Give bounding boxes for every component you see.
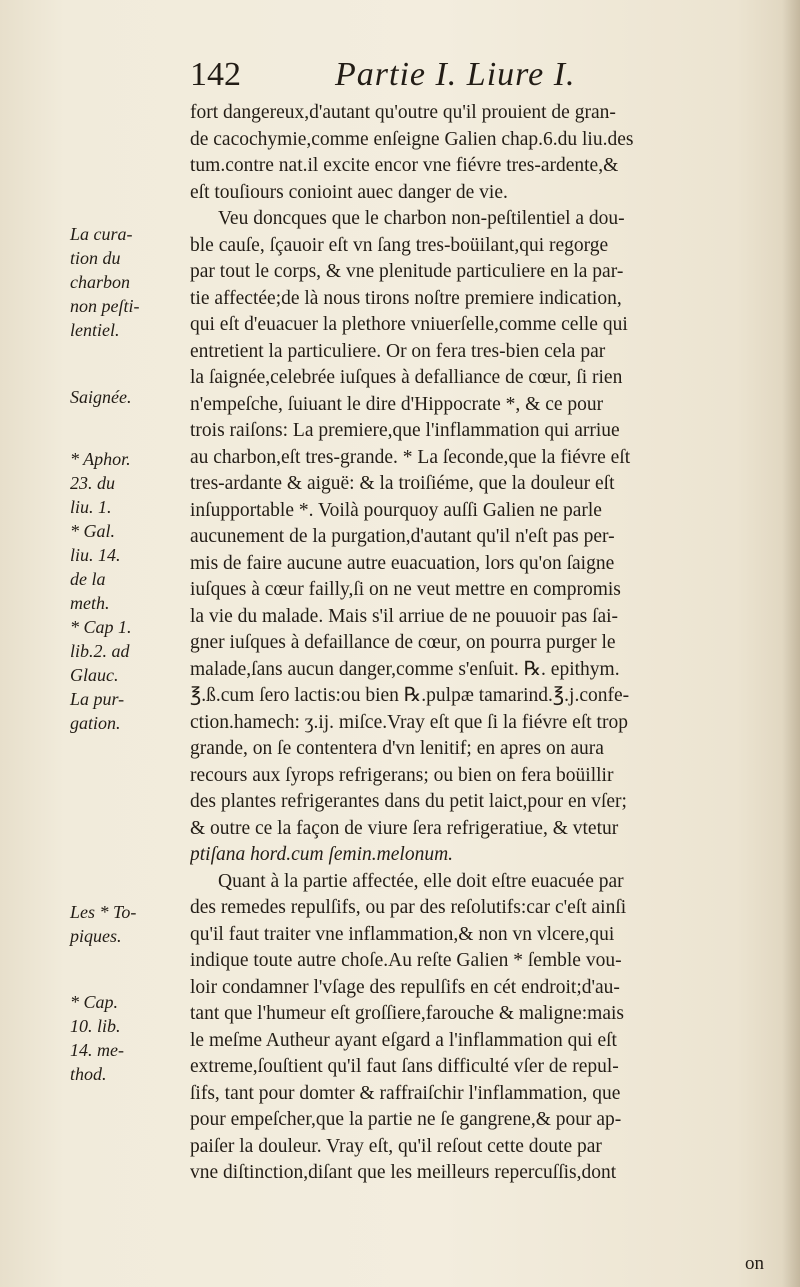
main-text-block	[190, 100, 765, 1187]
margin-note-cap10: * Cap. 10. lib. 14. me- thod.	[70, 992, 124, 1084]
running-head: Partie I. Liure I.	[335, 56, 576, 93]
text-line: de cacochymie,comme enſeigne Galien chap.6.du liu.des	[190, 128, 634, 150]
text-line: extreme,ſouſtient qu'il faut ſans difficulté vſer de repul-	[190, 1056, 619, 1077]
text-line: indique toute autre choſe.Au reſte Galien * ſemble vou-	[190, 950, 622, 971]
text-line: au charbon,eſt tres-grande. * La ſeconde,que la fiévre eſt	[190, 446, 631, 468]
text-line: trois raiſons: La premiere,que l'inflammation qui arriue	[190, 420, 620, 441]
text-line: qui eſt d'euacuer la plethore vniuerſelle,comme celle qui	[190, 314, 628, 335]
text-line: Quant à la partie affectée, elle doit eſtre euacuée par	[218, 870, 624, 892]
text-line: la vie du malade. Mais s'il arriue de ne pouuoir pas ſai-	[190, 605, 619, 627]
margin-note-curation: La cura- tion du charbon non peſti- lentiel.	[70, 224, 140, 340]
text-line: grande, on ſe contentera d'vn lenitif; en apres on aura	[190, 738, 604, 759]
text-line: Veu doncques que le charbon non-peſtilentiel a dou-	[218, 208, 625, 229]
text-line: la ſaignée,celebrée iuſques à defalliance de cœur, ſi rien	[190, 367, 623, 388]
text-line: recours aux ſyrops refrigerans; ou bien on fera boüillir	[190, 764, 614, 786]
text-line: entretient la particuliere. Or on fera tres-bien cela par	[190, 340, 606, 362]
page-number: 142	[190, 56, 241, 93]
text-line: n'empeſche, ſuiuant le dire d'Hippocrate *, & ce pour	[190, 393, 604, 415]
text-line: ptiſana hord.cum ſemin.melonum.	[190, 844, 454, 865]
text-line: eſt touſiours conioint auec danger de vie.	[190, 181, 508, 203]
text-line: paiſer la douleur. Vray eſt, qu'il reſout cette doute par	[190, 1135, 602, 1157]
text-line: aucunement de la purgation,d'autant qu'il n'eſt pas per-	[190, 526, 615, 547]
text-line: tum.contre nat.il excite encor vne fiévre tres-ardente,&	[190, 155, 619, 176]
text-line: inſupportable *. Voilà pourquoy auſſi Galien ne parle	[190, 499, 602, 521]
page-edge-shadow	[782, 0, 800, 1287]
text-line: fort dangereux,d'autant qu'outre qu'il prouient de gran-	[190, 102, 616, 123]
text-line: & outre ce la façon de viure ſera refrigeratiue, & vtetur	[190, 817, 619, 839]
text-line: malade,ſans aucun danger,comme s'enſuit. ℞. epithym.	[190, 658, 620, 680]
text-line: pour empeſcher,que la partie ne ſe gangrene,& pour ap-	[190, 1109, 622, 1130]
text-line: qu'il faut traiter vne inflammation,& non vn vlcere,qui	[190, 923, 615, 945]
text-line: tant que l'humeur eſt groſſiere,farouche & maligne:mais	[190, 1003, 624, 1024]
text-line: ble cauſe, ſçauoir eſt vn ſang tres-boüilant,qui regorge	[190, 234, 609, 256]
catchword: on	[745, 1253, 764, 1274]
text-line: des remedes repulſifs, ou par des reſolutifs:car c'eſt ainſi	[190, 897, 627, 918]
text-line: mis de faire aucune autre euacuation, lors qu'on ſaigne	[190, 552, 615, 574]
text-line: tres-ardante & aiguë: & la troiſiéme, que la douleur eſt	[190, 473, 615, 494]
text-line: ℥.ß.cum ſero lactis:ou bien ℞.pulpæ tamarind.℥.j.confe-	[190, 685, 630, 706]
text-line: le meſme Autheur ayant eſgard a l'inflammation qui eſt	[190, 1029, 617, 1051]
margin-note-saignee: Saignée.	[70, 387, 132, 407]
text-line: vne diſtinction,diſant que les meilleurs repercuſſis,dont	[190, 1162, 617, 1183]
margin-note-topiques: Les * To- piques.	[70, 902, 137, 946]
text-line: tie affectée;de là nous tirons noſtre premiere indication,	[190, 287, 622, 309]
text-line: des plantes refrigerantes dans du petit laict,pour en vſer;	[190, 791, 627, 812]
text-line: par tout le corps, & vne plenitude particuliere en la par-	[190, 261, 624, 282]
page-header	[0, 56, 800, 100]
text-line: ſifs, tant pour domter & raffraiſchir l'inflammation, que	[190, 1082, 621, 1104]
text-line: gner iuſques à defaillance de cœur, on pourra purger le	[190, 632, 616, 653]
text-line: iuſques à cœur failly,ſi on ne veut mettre en compromis	[190, 579, 621, 600]
text-line: ction.hamech: ʒ.ij. miſce.Vray eſt que ſi la fiévre eſt trop	[190, 711, 628, 733]
margin-note-references: * Aphor. 23. du liu. 1. * Gal. liu. 14. de la meth. * Cap 1. lib.2. ad Glauc. La pur- gation.	[70, 449, 132, 733]
text-line: loir condamner l'vſage des repulſifs en cét endroit;d'au-	[190, 976, 620, 998]
